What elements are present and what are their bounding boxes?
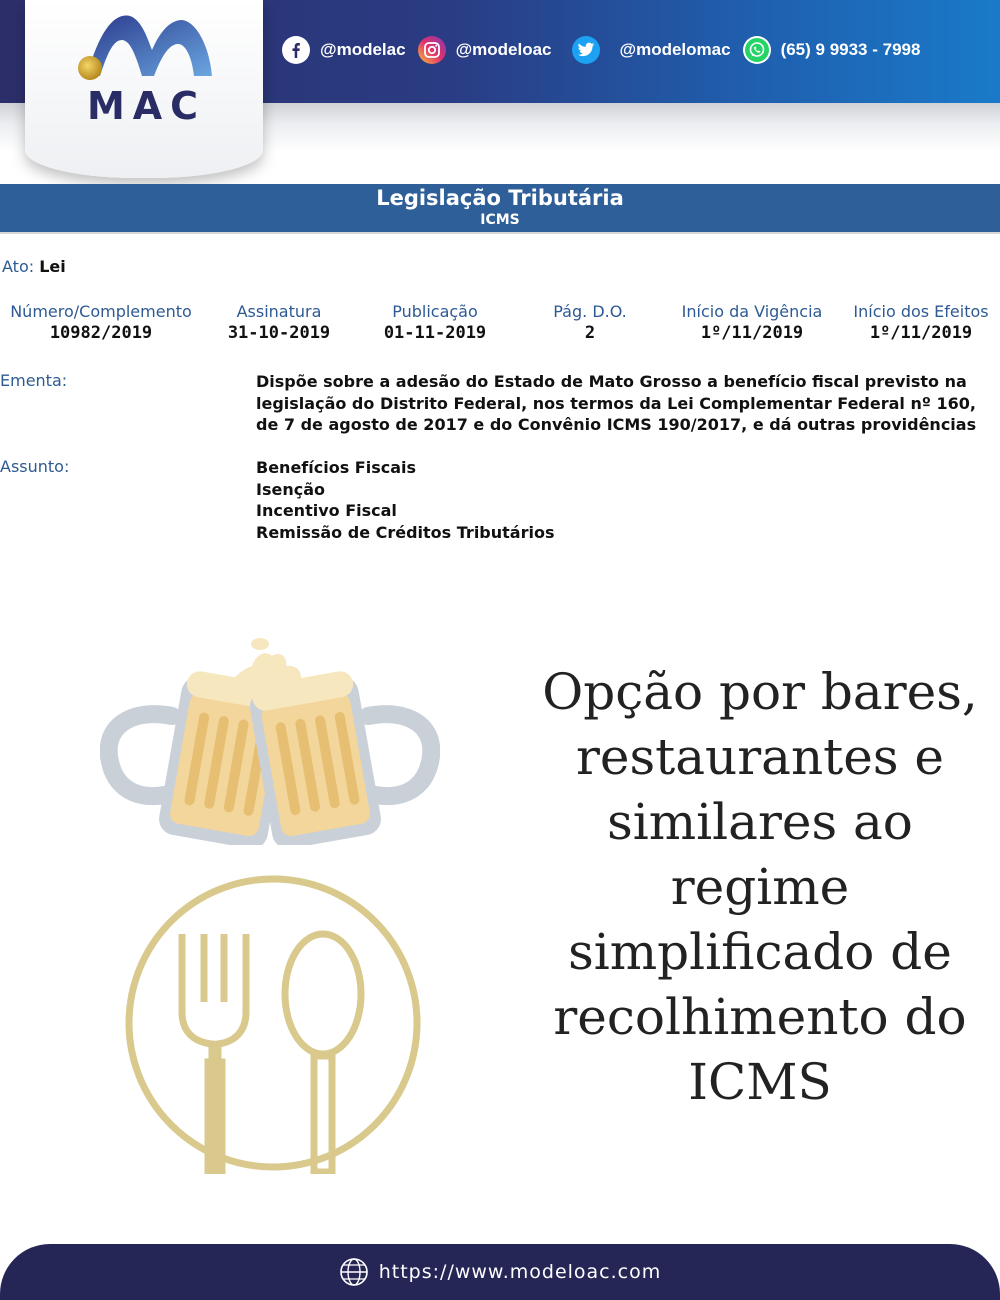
twitter-icon	[572, 36, 600, 64]
column-value: 1º/11/2019	[700, 323, 804, 343]
beer-mugs-icon	[100, 630, 440, 845]
instagram-handle: @modeloac	[455, 40, 552, 59]
website-url[interactable]: https://www.modeloac.com	[378, 1261, 662, 1283]
globe-icon	[339, 1257, 369, 1287]
column-header: Pág. D.O.	[553, 302, 627, 321]
facebook-icon	[282, 36, 310, 64]
headline-line: Opção por bares,	[542, 663, 978, 721]
ementa-text: Dispõe sobre a adesão do Estado de Mato Grosso a benefício fiscal previsto na legislação do Distrito Federal, nos termos da Lei Complementar Federal nº 160, de 7 de agosto de 2017 e do Convênio ICMS 190/2017, e dá outras providências	[256, 372, 977, 434]
legislation-title: Legislação Tributária	[376, 186, 624, 210]
logo-mark-icon	[60, 10, 220, 90]
column-publicacao	[364, 302, 506, 343]
column-header: Assinatura	[236, 302, 322, 321]
headline-line: ICMS	[688, 1053, 832, 1111]
column-value: 10982/2019	[49, 323, 153, 343]
social-whatsapp[interactable]	[743, 36, 921, 64]
assunto-label: Assunto:	[0, 457, 70, 476]
column-header: Início dos Efeitos	[853, 302, 989, 321]
column-efeitos	[842, 302, 1000, 343]
whatsapp-icon	[743, 36, 771, 64]
social-twitter[interactable]	[572, 36, 731, 64]
ato-label: Ato:	[2, 257, 35, 276]
headline-line: recolhimento do	[553, 988, 967, 1046]
column-vigencia	[672, 302, 832, 343]
twitter-handle: @modelomac	[619, 40, 731, 59]
logo-text: MAC	[86, 84, 207, 128]
column-value: 2	[584, 323, 596, 343]
ato-value: Lei	[39, 257, 66, 276]
column-value: 31-10-2019	[227, 323, 331, 343]
headline-line: regime	[670, 858, 850, 916]
assunto-list	[256, 457, 756, 543]
metadata-columns	[0, 302, 1000, 350]
assunto-item: Benefícios Fiscais	[256, 458, 417, 477]
assunto-item: Incentivo Fiscal	[256, 501, 397, 520]
fork-spoon-icon	[122, 872, 424, 1174]
footer-link[interactable]	[0, 1244, 1000, 1300]
column-pagina	[530, 302, 650, 343]
whatsapp-number: (65) 9 9933 - 7998	[780, 40, 921, 59]
ementa-label: Ementa:	[0, 371, 68, 390]
facebook-handle: @modelac	[320, 40, 406, 59]
social-facebook[interactable]	[282, 36, 406, 64]
headline-line: simplificado de	[568, 923, 952, 981]
column-assinatura	[210, 302, 348, 343]
headline-line: restaurantes e	[576, 728, 944, 786]
legislation-subtitle: ICMS	[480, 212, 520, 228]
column-header: Número/Complemento	[10, 302, 192, 321]
column-header: Início da Vigência	[681, 302, 823, 321]
assunto-item: Isenção	[256, 479, 325, 499]
column-header: Publicação	[392, 302, 478, 321]
column-numero	[0, 302, 202, 343]
column-value: 1º/11/2019	[869, 323, 973, 343]
headline-line: similares ao	[607, 793, 913, 851]
social-links	[282, 30, 932, 70]
instagram-icon	[418, 36, 446, 64]
column-value: 01-11-2019	[383, 323, 487, 343]
ato-row	[2, 257, 66, 276]
headline	[530, 660, 990, 1115]
assunto-item: Remissão de Créditos Tributários	[256, 522, 555, 542]
social-instagram[interactable]	[418, 36, 552, 64]
